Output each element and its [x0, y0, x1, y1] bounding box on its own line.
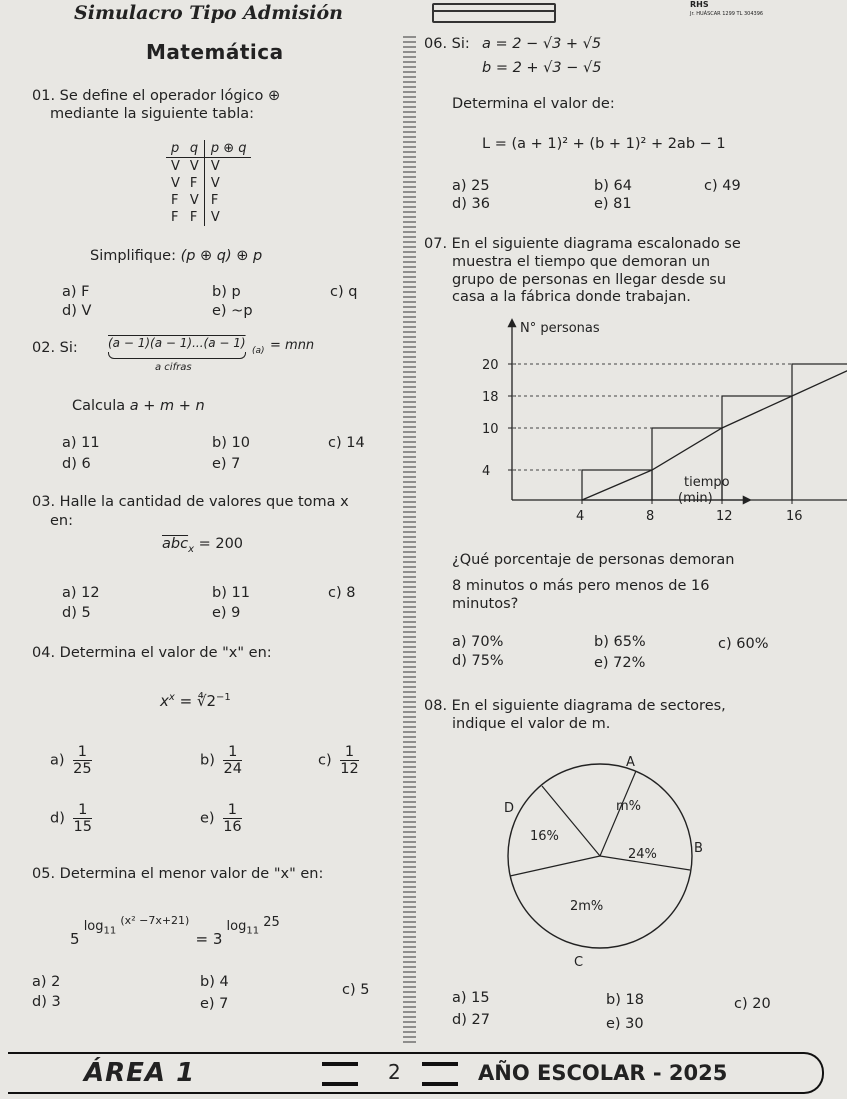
q07-opt-b[interactable]: b) 65% — [594, 634, 646, 650]
x-tick-label: 8 — [646, 509, 655, 524]
q04-opt-c-den: 12 — [340, 761, 359, 777]
q07-opt-c[interactable]: c) 60% — [718, 636, 769, 652]
tt-cell: F — [204, 192, 251, 209]
q02-rhs: = mnn — [270, 338, 315, 353]
q03-opt-b[interactable]: b) 11 — [212, 585, 250, 601]
tt-cell: F — [171, 210, 179, 225]
q07-question3: minutos? — [452, 596, 519, 612]
header-decoration — [432, 3, 556, 23]
q04-opt-c[interactable] — [318, 744, 359, 777]
q04-expr-rhs: = ∜2 — [179, 692, 217, 710]
footer-year: AÑO ESCOLAR - 2025 — [478, 1061, 728, 1085]
tt-cell: F — [189, 210, 198, 225]
q03-opt-c[interactable]: c) 8 — [328, 585, 356, 601]
q06-label: 06. Si: — [424, 36, 470, 52]
step-chart — [470, 310, 803, 542]
q04-opt-d-num: 1 — [73, 802, 91, 819]
q07-line1: 07. En el siguiente diagrama escalonado se — [424, 236, 741, 252]
footer-area: ÁREA 1 — [84, 1058, 196, 1088]
q04-opt-b-num: 1 — [223, 744, 241, 761]
q04-opt-b-label: b) — [200, 752, 215, 769]
q02-under: a cifras — [155, 362, 192, 373]
x-tick-label: 12 — [716, 509, 733, 524]
x-tick-label: 16 — [786, 509, 803, 524]
q01-opt-d[interactable]: d) V — [62, 303, 92, 319]
q03-expr-rhs: = 200 — [198, 536, 244, 552]
q05-rhs-exp: log — [226, 919, 247, 934]
q02-opt-c[interactable]: c) 14 — [328, 435, 365, 451]
tt-cell: V — [171, 159, 180, 174]
q04-opt-e-den: 16 — [223, 819, 242, 835]
pie-line-c — [510, 856, 600, 876]
q05-base: 5 — [70, 930, 80, 948]
y-tick-label: 18 — [482, 390, 499, 405]
pie-label-d: D — [504, 801, 515, 816]
q01-opt-e[interactable]: e) ~p — [212, 303, 253, 319]
q02-opt-d[interactable]: d) 6 — [62, 456, 91, 472]
q06-prompt: Determina el valor de: — [452, 96, 615, 112]
q03-line2: en: — [50, 513, 73, 529]
q03-opt-e[interactable]: e) 9 — [212, 605, 241, 621]
q05-exp-arg: (x² −7x+21) — [120, 914, 190, 927]
q05-rhs: = 3 — [195, 930, 223, 948]
footer-equals-right — [422, 1062, 458, 1086]
q07-opt-d[interactable]: d) 75% — [452, 653, 504, 669]
q05-exp: log — [83, 919, 104, 934]
x-tick-label: 4 — [576, 509, 585, 524]
q07-line2: muestra el tiempo que demoran un — [452, 254, 711, 270]
tt-cell: V — [189, 159, 199, 174]
pie-label-a: A — [626, 755, 635, 770]
q06-opt-c[interactable]: c) 49 — [704, 178, 741, 194]
q07-line4: casa a la fábrica donde trabajan. — [452, 289, 691, 305]
q03-opt-a[interactable]: a) 12 — [62, 585, 100, 601]
tt-cell: V — [204, 158, 251, 176]
q05-exp-sub: 11 — [103, 925, 117, 937]
q03-expr-sub: x — [188, 543, 194, 555]
tt-cell: V — [171, 176, 180, 191]
q08-opt-d[interactable]: d) 27 — [452, 1012, 490, 1028]
q04-opt-b[interactable] — [200, 744, 242, 777]
q05-opt-e[interactable]: e) 7 — [200, 996, 229, 1012]
column-divider — [403, 36, 416, 1046]
q04-opt-c-num: 1 — [340, 744, 358, 761]
q08-line1: 08. En el siguiente diagrama de sectores, — [424, 698, 726, 714]
q06-opt-e[interactable]: e) 81 — [594, 196, 632, 212]
pie-value-m: m% — [616, 799, 642, 814]
y-tick-label: 4 — [482, 464, 491, 479]
q04-opt-d-den: 15 — [73, 819, 92, 835]
q05-rhs-exp-arg: 25 — [263, 915, 280, 930]
q02-calc — [72, 398, 205, 414]
q04-opt-e-label: e) — [200, 810, 215, 827]
q06-opt-b[interactable]: b) 64 — [594, 178, 632, 194]
q04-expr-rhs-sup: −1 — [216, 692, 231, 703]
q04-opt-d[interactable] — [50, 802, 92, 835]
q02-numeral — [108, 336, 246, 350]
y-tick-label: 10 — [482, 422, 499, 437]
q05-line1: 05. Determina el menor valor de "x" en: — [32, 866, 324, 882]
q01-line1: 01. Se define el operador lógico ⊕ — [32, 88, 281, 104]
q02-opt-a[interactable]: a) 11 — [62, 435, 100, 451]
y-axis-label: N° personas — [520, 321, 600, 336]
q01-expr: (p ⊕ q) ⊕ p — [180, 248, 263, 264]
q04-line1: 04. Determina el valor de "x" en: — [32, 645, 272, 661]
tt-cell: V — [204, 175, 251, 192]
q04-expr-base: x — [160, 692, 169, 710]
header-logo: RHS — [690, 0, 709, 9]
q07-question2: 8 minutos o más pero menos de 16 — [452, 578, 710, 594]
q03-expr-main: $\overline{abc}$ — [162, 536, 189, 552]
q03-line1: 03. Halle la cantidad de valores que toma x — [32, 494, 349, 510]
q02-label: 02. Si: — [32, 340, 78, 356]
tt-head-q: q — [185, 140, 204, 158]
q02-base: (a) — [252, 346, 265, 356]
q04-opt-a-num: 1 — [73, 744, 91, 761]
q04-expr — [160, 692, 231, 710]
q01-line2: mediante la siguiente tabla: — [50, 106, 254, 122]
q05-expr — [70, 914, 280, 948]
q08-line2: indique el valor de m. — [452, 716, 611, 732]
q03-opt-d[interactable]: d) 5 — [62, 605, 91, 621]
q04-expr-sup: x — [168, 692, 175, 703]
q07-opt-e[interactable]: e) 72% — [594, 655, 646, 671]
pie-value-2m: 2m% — [570, 899, 604, 914]
q04-opt-e[interactable] — [200, 802, 242, 835]
tt-cell: V — [189, 193, 199, 208]
q04-opt-c-label: c) — [318, 752, 332, 769]
y-tick-label: 20 — [482, 358, 499, 373]
q01-opt-a[interactable]: a) F — [62, 284, 90, 300]
pie-label-b: B — [694, 841, 703, 856]
footer-number: 2 — [388, 1060, 401, 1084]
pie-line-d — [542, 786, 600, 856]
x-axis-label-1: tiempo — [684, 475, 730, 490]
q02-brace — [108, 352, 246, 359]
q07-opt-a[interactable]: a) 70% — [452, 634, 504, 650]
q06-expr: L = (a + 1)² + (b + 1)² + 2ab − 1 — [482, 136, 726, 152]
q05-opt-a[interactable]: a) 2 — [32, 974, 61, 990]
q02-opt-b[interactable]: b) 10 — [212, 435, 250, 451]
q06-a: a = 2 − √3 + √5 — [482, 36, 602, 52]
pie-chart — [500, 750, 730, 970]
q05-opt-c[interactable]: c) 5 — [342, 982, 370, 998]
q01-prompt-text: Simplifique: — [90, 248, 176, 264]
tt-cell: F — [171, 193, 179, 208]
q04-opt-e-num: 1 — [223, 802, 241, 819]
header-address: Jr. HUÁSCAR 1299 TL 304396 — [690, 11, 764, 17]
tt-head-op: p ⊕ q — [204, 140, 251, 158]
q05-opt-d[interactable]: d) 3 — [32, 994, 61, 1010]
q06-opt-d[interactable]: d) 36 — [452, 196, 490, 212]
footer-equals-left — [322, 1062, 358, 1086]
q04-opt-a-den: 25 — [73, 761, 92, 777]
q04-opt-a[interactable] — [50, 744, 92, 777]
q07-question1: ¿Qué porcentaje de personas demoran — [452, 552, 735, 568]
pie-value-16: 16% — [530, 829, 559, 844]
q02-numer: (a − 1)(a − 1)...(a − 1) — [108, 336, 246, 350]
tt-cell: F — [189, 176, 198, 191]
header-title: Simulacro Tipo Admisión — [74, 2, 343, 24]
x-axis-label-2: (min) — [678, 491, 713, 506]
q01-opt-b[interactable]: b) p — [212, 284, 241, 300]
pie-value-24: 24% — [628, 847, 657, 862]
pie-label-c: C — [574, 955, 584, 970]
truth-table — [166, 140, 251, 226]
tt-head-p: p — [166, 140, 185, 158]
q01-opt-c[interactable]: c) q — [330, 284, 358, 300]
q03-expr — [162, 536, 243, 555]
q02-calc-expr: a + m + n — [129, 398, 205, 414]
q08-opt-e[interactable]: e) 30 — [606, 1016, 644, 1032]
q07-line3: grupo de personas en llegar desde su — [452, 272, 727, 288]
q06-b: b = 2 + √3 − √5 — [482, 60, 602, 76]
q04-opt-d-label: d) — [50, 810, 65, 827]
q08-opt-b[interactable]: b) 18 — [606, 992, 644, 1008]
q04-opt-a-label: a) — [50, 752, 65, 769]
q01-prompt — [90, 248, 262, 264]
q05-rhs-exp-sub: 11 — [246, 925, 260, 937]
q02-opt-e[interactable]: e) 7 — [212, 456, 241, 472]
q08-opt-c[interactable]: c) 20 — [734, 996, 771, 1012]
q06-opt-a[interactable]: a) 25 — [452, 178, 490, 194]
section-title: Matemática — [146, 40, 284, 64]
q02-calc-text: Calcula — [72, 398, 126, 414]
tt-cell: V — [204, 209, 251, 226]
q04-opt-b-den: 24 — [223, 761, 242, 777]
q08-opt-a[interactable]: a) 15 — [452, 990, 490, 1006]
q05-opt-b[interactable]: b) 4 — [200, 974, 229, 990]
step-bar — [792, 364, 847, 500]
